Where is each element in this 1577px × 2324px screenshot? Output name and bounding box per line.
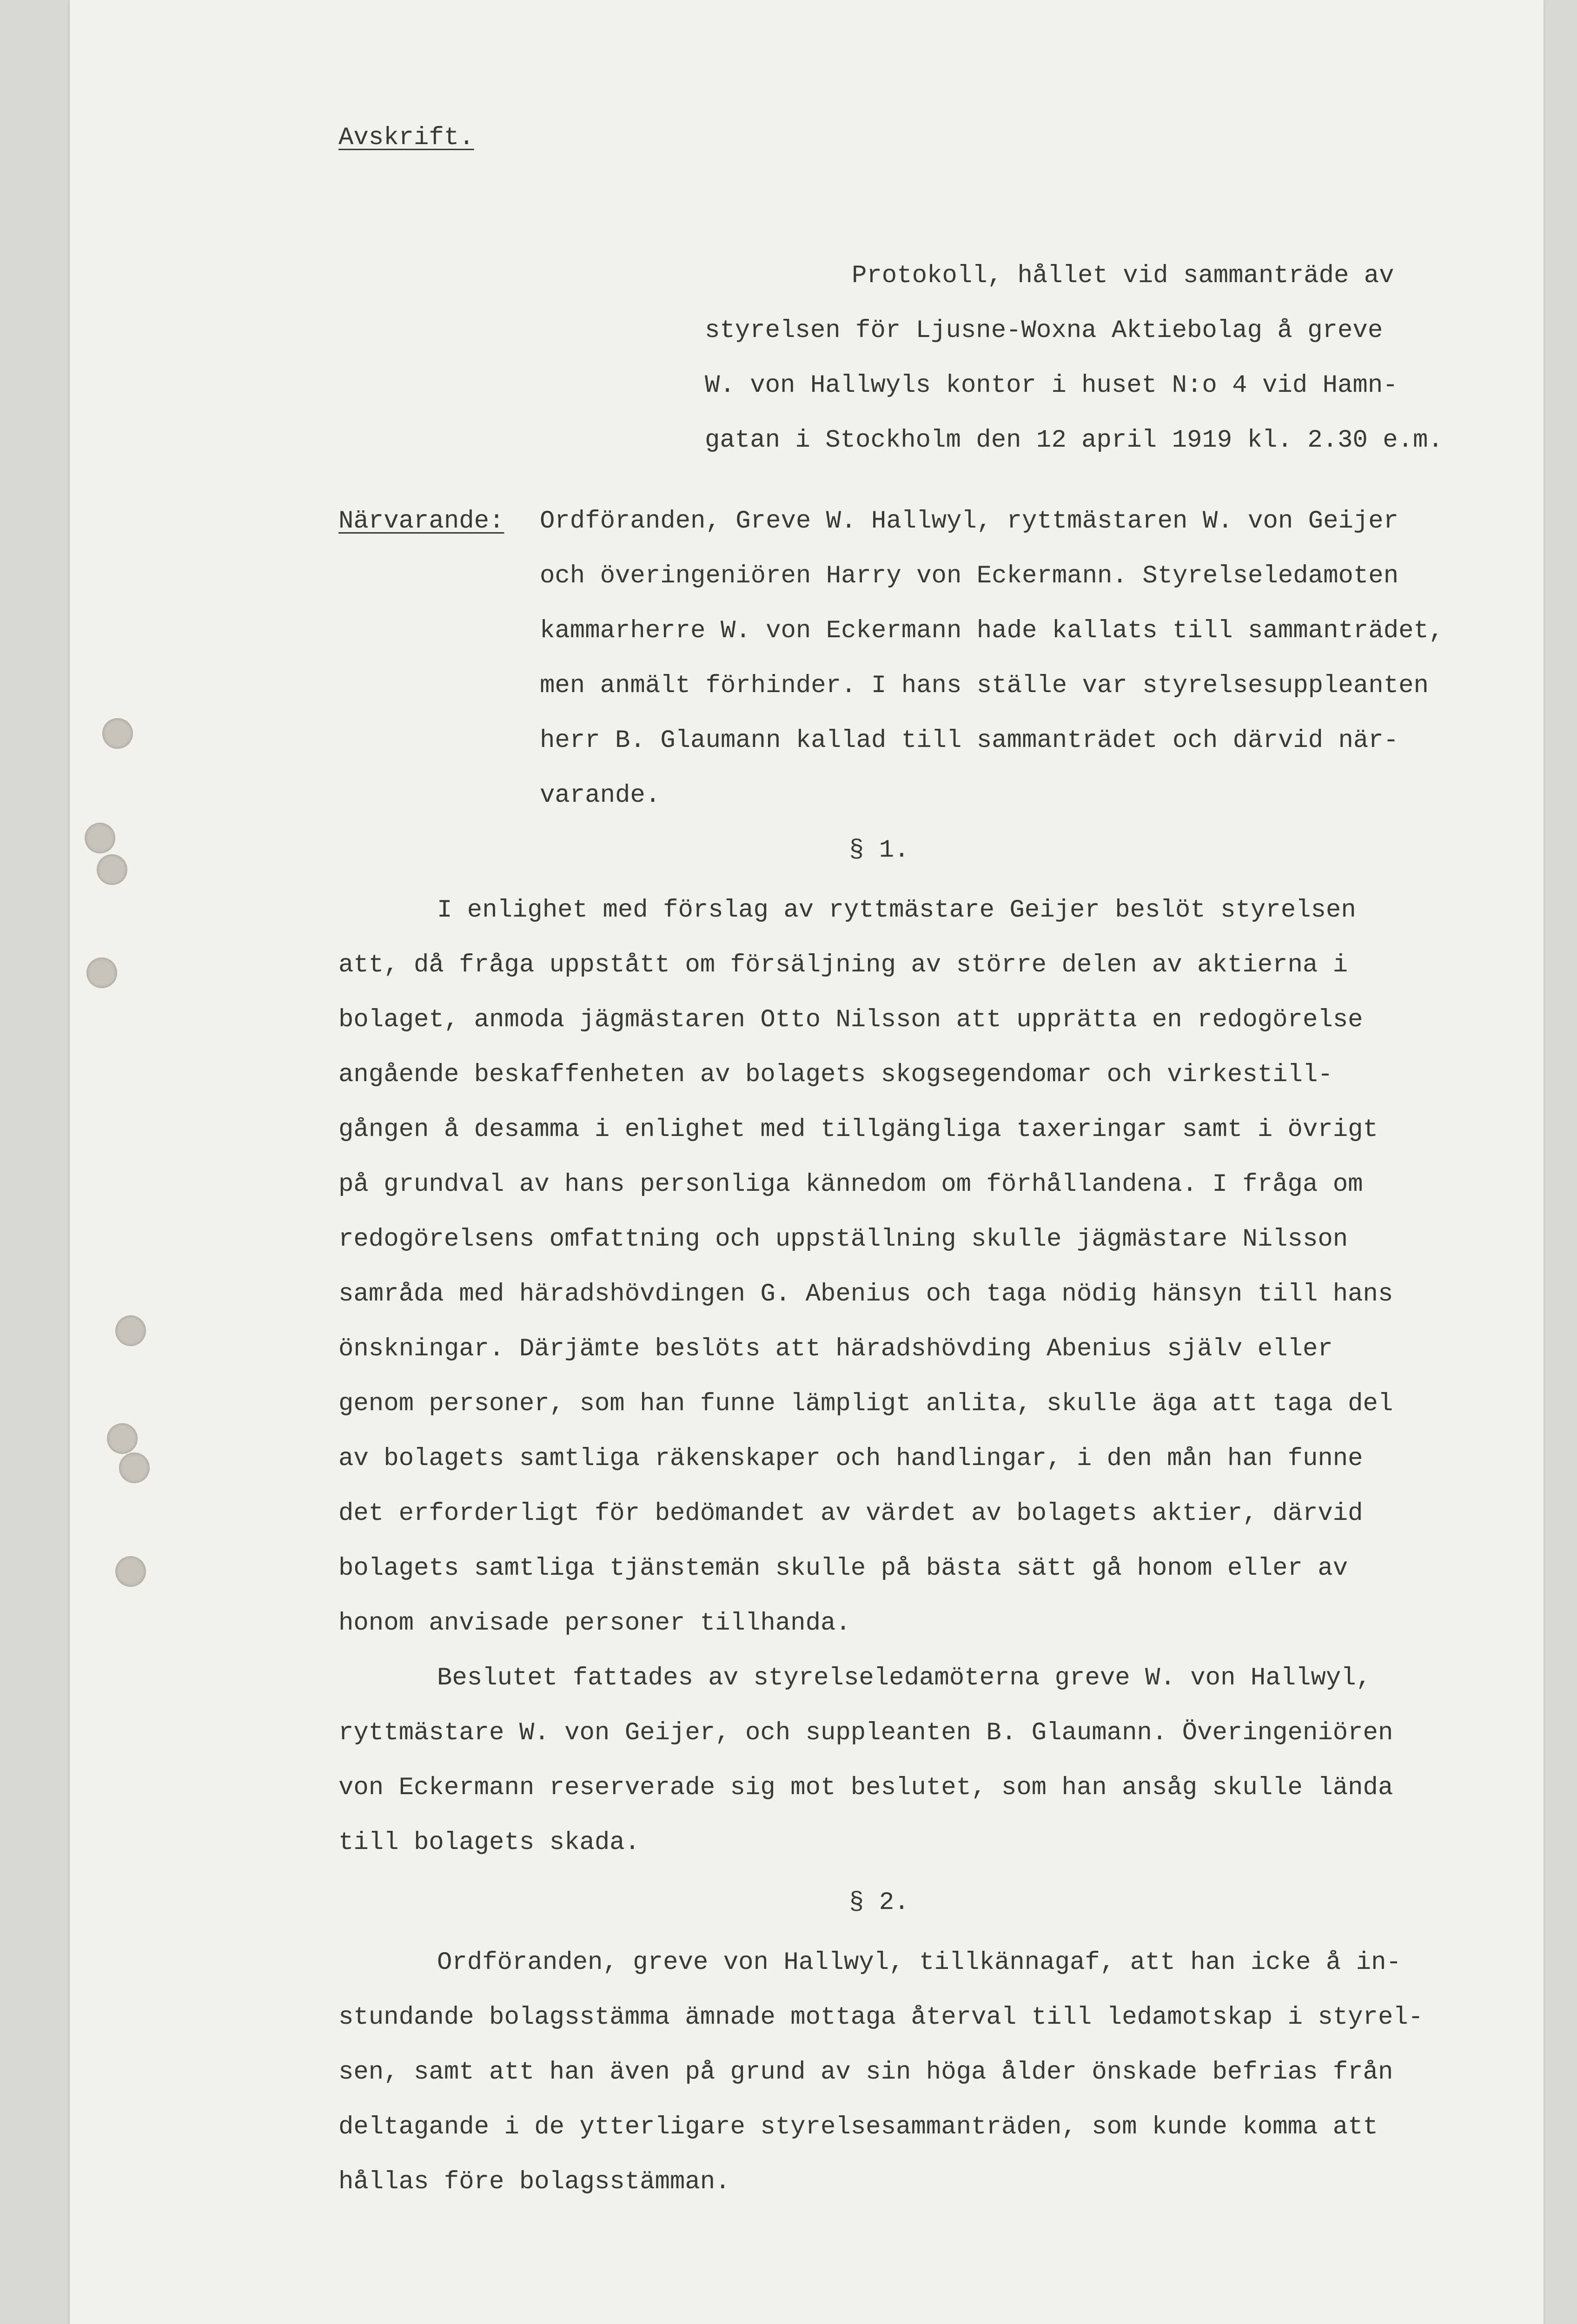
intro-line: gatan i Stockholm den 12 april 1919 kl. 2.30 e.m. [705,426,1443,455]
intro-line: Protokoll, hållet vid sammanträde av [852,262,1394,290]
paragraph-line: på grundval av hans personliga kännedom om förhållandena. I fråga om [338,1170,1363,1199]
paragraph-line: bolaget, anmoda jägmästaren Otto Nilsson att upprätta en redogörelse [338,1006,1363,1034]
paragraph-line: angående beskaffenheten av bolagets skogsegendomar och virkestill- [338,1061,1333,1089]
attendance-line: och överingeniören Harry von Eckermann. Styrelseledamoten [540,562,1399,590]
paragraph-line: gången å desamma i enlighet med tillgängliga taxeringar samt i övrigt [338,1116,1378,1144]
punch-hole [86,957,117,988]
paragraph-line: att, då fråga uppstått om försäljning av större delen av aktierna i [338,951,1348,979]
punch-hole [115,1556,146,1587]
attendance-line: kammarherre W. von Eckermann hade kallats till sammanträdet, [540,617,1444,645]
paragraph-line: redogörelsens omfattning och uppställning skulle jägmästare Nilsson [338,1225,1348,1254]
paragraph-line: von Eckermann reserverade sig mot beslutet, som han ansåg skulle lända [338,1774,1393,1802]
paragraph-line: Beslutet fattades av styrelseledamöterna greve W. von Hallwyl, [437,1664,1372,1692]
document-page [70,0,1544,2324]
paragraph-line: honom anvisade personer tillhanda. [338,1609,851,1637]
paragraph-line: genom personer, som han funne lämpligt anlita, skulle äga att taga del [338,1390,1393,1418]
punch-hole [107,1423,138,1454]
punch-hole [85,823,115,853]
attendance-line: varande. [540,781,661,810]
paragraph-line: sen, samt att han även på grund av sin höga ålder önskade befrias från [338,2058,1393,2086]
paragraph-line: till bolagets skada. [338,1829,640,1857]
punch-hole [119,1452,150,1483]
attendance-line: herr B. Glaumann kallad till sammanträdet och därvid när- [540,726,1399,755]
attendance-line: Ordföranden, Greve W. Hallwyl, ryttmästaren W. von Geijer [540,507,1399,535]
paragraph-line: stundande bolagsstämma ämnade mottaga återval till ledamotskap i styrel- [338,2003,1424,2032]
paragraph-line: önskningar. Därjämte beslöts att häradshövding Abenius själv eller [338,1335,1333,1363]
intro-line: styrelsen för Ljusne-Woxna Aktiebolag å greve [705,317,1383,345]
paragraph-line: bolagets samtliga tjänstemän skulle på bästa sätt gå honom eller av [338,1554,1348,1583]
section-heading: § 1. [849,836,909,865]
paragraph-line: I enlighet med förslag av ryttmästare Geijer beslöt styrelsen [437,896,1356,924]
intro-line: W. von Hallwyls kontor i huset N:o 4 vid Hamn- [705,371,1398,400]
section-heading: § 2. [849,1888,909,1917]
punch-hole [102,718,133,749]
paragraph-line: hållas före bolagsstämman. [338,2168,730,2196]
paragraph-line: deltagande i de ytterligare styrelsesammanträden, som kunde komma att [338,2113,1378,2141]
document-title: Avskrift. [338,124,474,152]
paragraph-line: Ordföranden, greve von Hallwyl, tillkännagaf, att han icke å in- [437,1948,1401,1977]
paragraph-line: ryttmästare W. von Geijer, och suppleanten B. Glaumann. Överingeniören [338,1719,1393,1747]
paragraph-line: det erforderligt för bedömandet av värdet av bolagets aktier, därvid [338,1499,1363,1528]
attendance-label: Närvarande: [338,507,504,535]
paragraph-line: av bolagets samtliga räkenskaper och handlingar, i den mån han funne [338,1445,1363,1473]
punch-hole [115,1315,146,1346]
paragraph-line: samråda med häradshövdingen G. Abenius och taga nödig hänsyn till hans [338,1280,1393,1308]
punch-hole [97,854,127,885]
attendance-line: men anmält förhinder. I hans ställe var styrelsesuppleanten [540,672,1429,700]
